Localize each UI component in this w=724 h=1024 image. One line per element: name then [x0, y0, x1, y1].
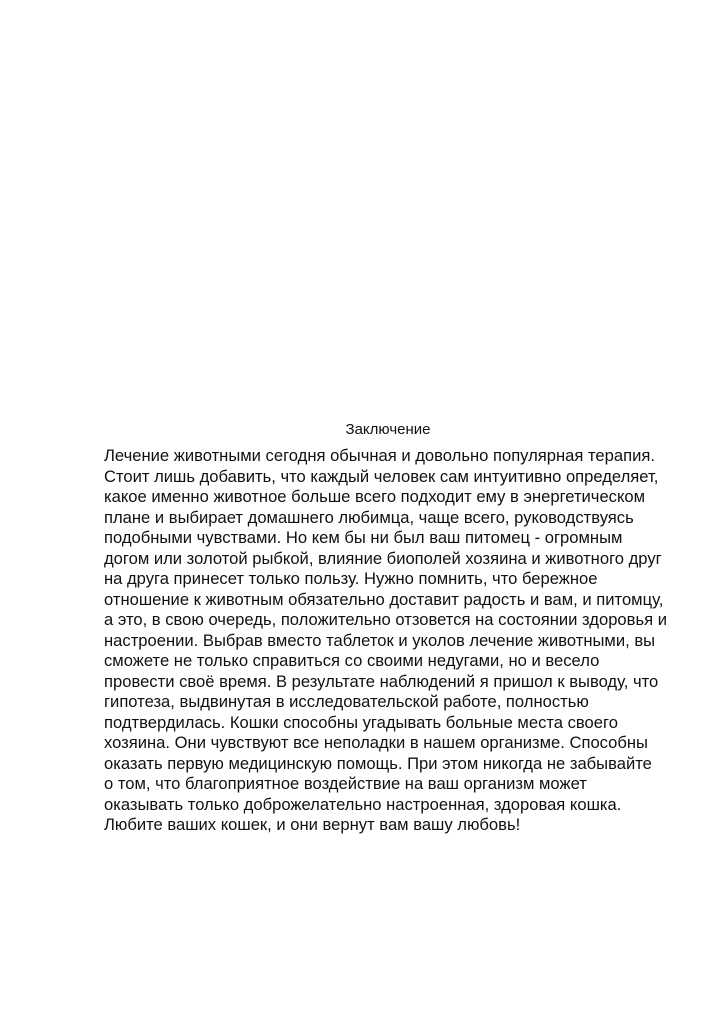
text-line: отношение к животным обязательно доставит радость и вам, и питомцу,	[104, 589, 664, 609]
text-line: Любите ваших кошек, и они вернут вам вашу любовь!	[104, 815, 521, 834]
text-line: сможете не только справиться со своими недугами, но и весело	[104, 651, 600, 670]
text-line: оказать первую медицинскую помощь. При этом никогда не забывайте	[104, 753, 652, 773]
conclusion-paragraph	[104, 446, 684, 836]
text-line: хозяина. Они чувствуют все неполадки в нашем организме. Способны	[104, 733, 648, 752]
text-line: о том, что благоприятное воздействие на ваш организм может	[104, 774, 587, 793]
text-line: плане и выбирает домашнего любимца, чаще всего, руководствуясь	[104, 507, 634, 527]
text-line: а это, в свою очередь, положительно отзовется на состоянии здоровья и	[104, 610, 667, 629]
text-line: на друга принесет только пользу. Нужно помнить, что бережное	[104, 569, 598, 588]
text-line: оказывать только доброжелательно настроенная, здоровая кошка.	[104, 794, 622, 814]
text-line: догом или золотой рыбкой, влияние биополей хозяина и животного друг	[104, 548, 662, 568]
text-line: подтвердилась. Кошки способны угадывать больные места своего	[104, 712, 618, 732]
text-line: провести своё время. В результате наблюдений я пришол к выводу, что	[104, 671, 659, 691]
text-line: какое именно животное больше всего подходит ему в энергетическом	[104, 487, 646, 506]
text-line: настроении. Выбрав вместо таблеток и уколов лечение животными, вы	[104, 630, 656, 650]
page-title: Заключение	[345, 421, 431, 438]
text-line: подобными чувствами. Но кем бы ни был ваш питомец - огромным	[104, 528, 623, 547]
text-line: Стоит лишь добавить, что каждый человек сам интуитивно определяет,	[104, 466, 659, 486]
text-line: Лечение животными сегодня обычная и довольно популярная терапия.	[104, 446, 655, 465]
text-line: гипотеза, выдвинутая в исследовательской работе, полностью	[104, 692, 589, 711]
